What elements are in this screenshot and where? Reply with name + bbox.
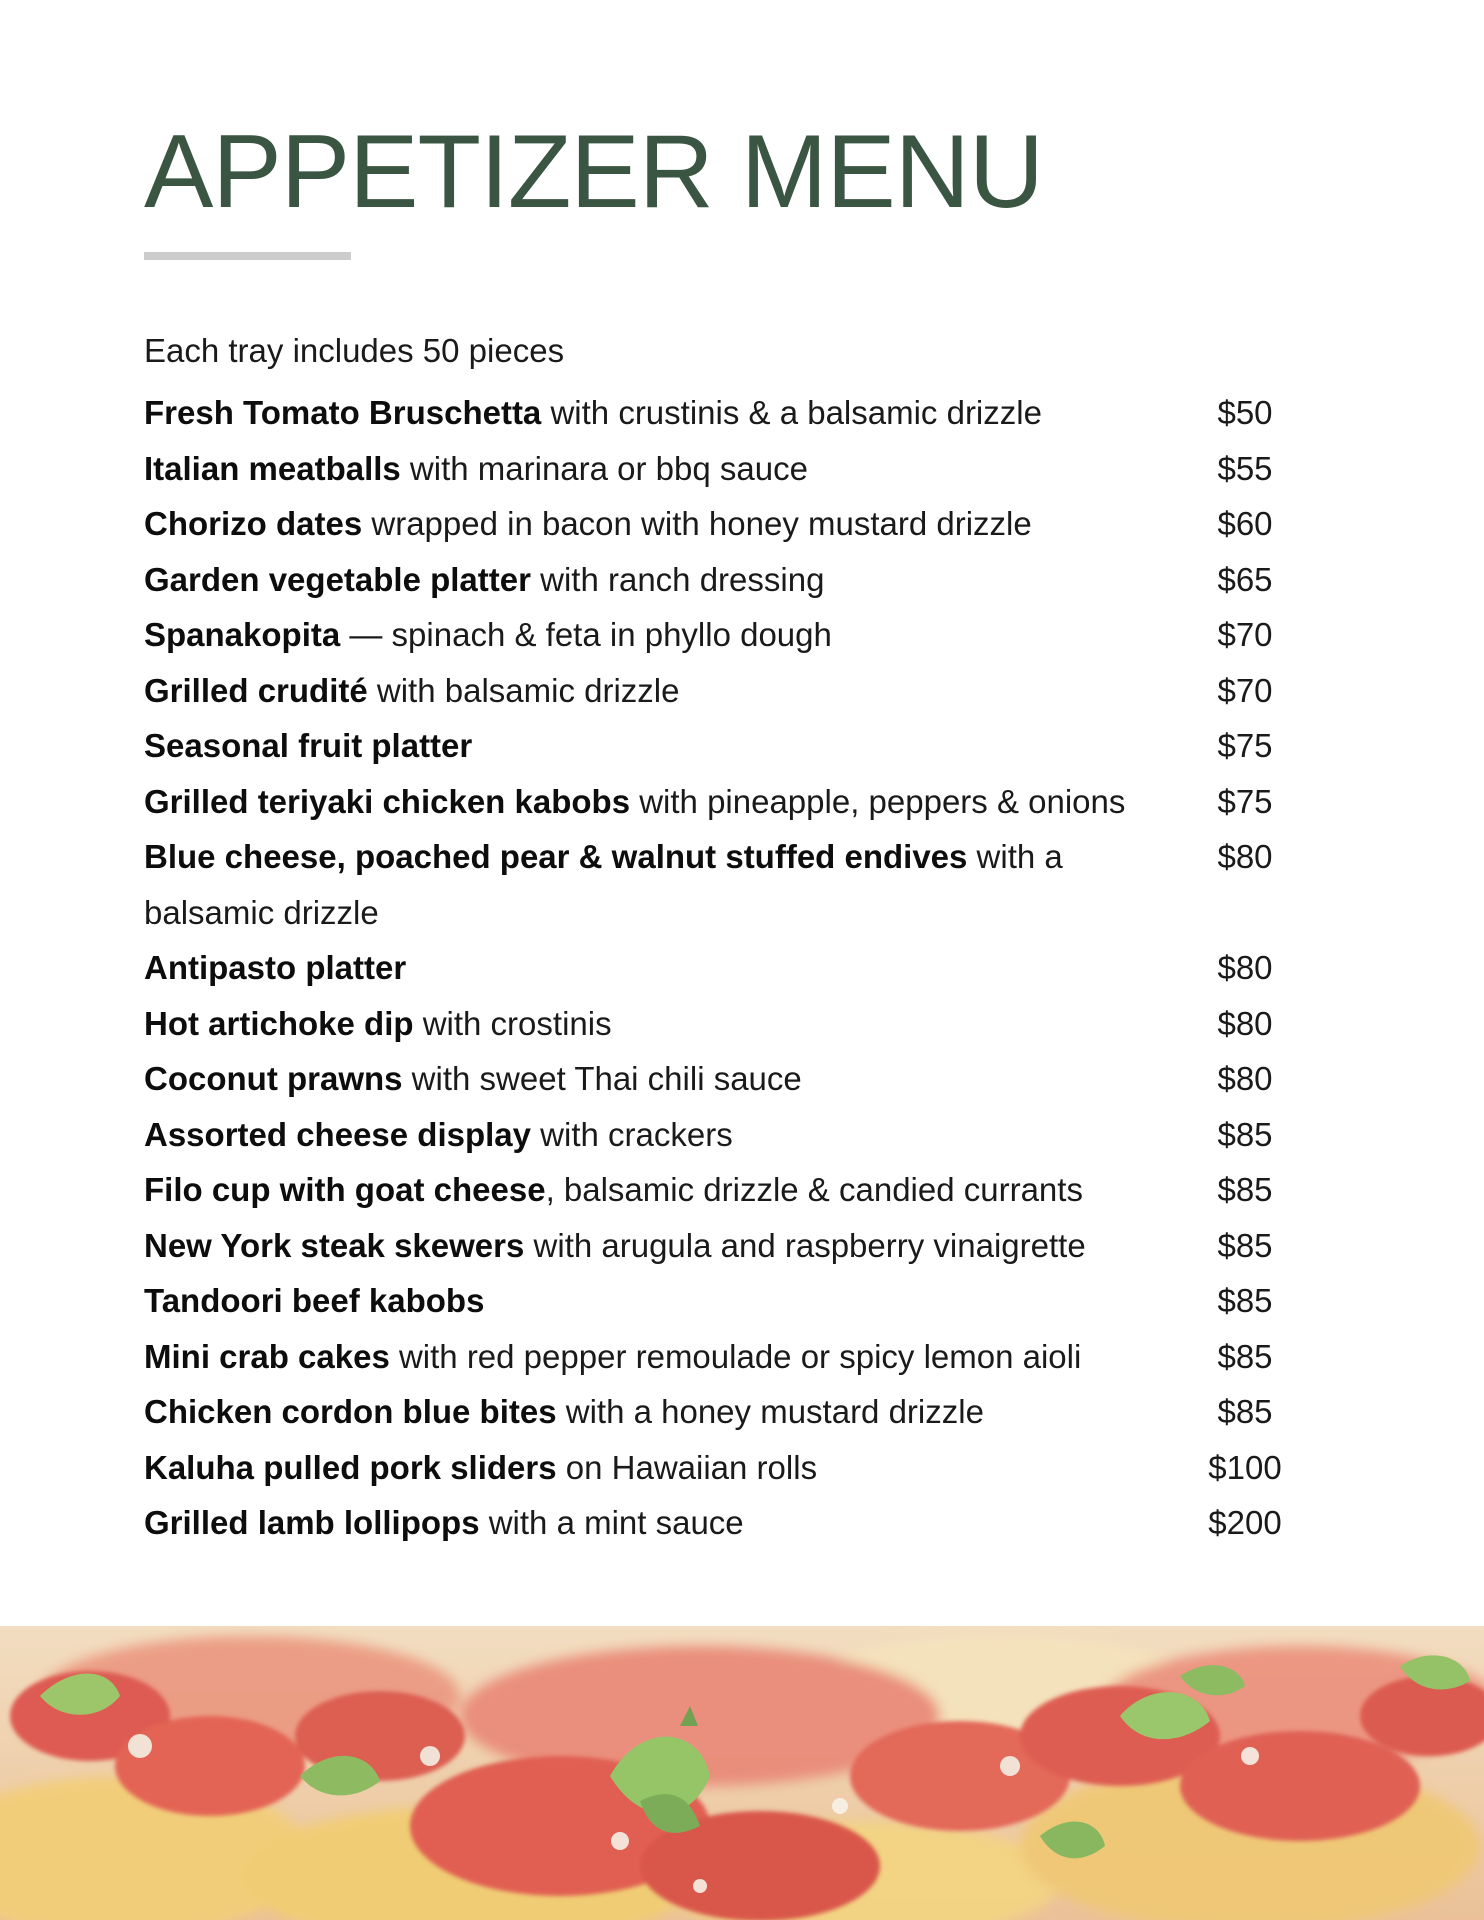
menu-list [144, 385, 1340, 1551]
item-price: $70 [1217, 616, 1273, 653]
item-name: Kaluha pulled pork sliders [144, 1448, 557, 1486]
bruschetta-photo [0, 1626, 1484, 1920]
bruschetta-illustration [0, 1626, 1484, 1920]
item-price: $85 [1217, 1282, 1273, 1319]
item-price: $80 [1217, 1060, 1273, 1097]
menu-item [144, 1107, 1340, 1163]
item-price: $85 [1217, 1226, 1273, 1264]
item-name: Grilled teriyaki chicken kabobs [144, 782, 631, 820]
item-price: $65 [1217, 560, 1273, 598]
item-description: with a balsamic drizzle [144, 838, 1063, 931]
item-name: Filo cup with goat cheese [144, 1171, 546, 1208]
menu-item [144, 385, 1340, 441]
item-description: with arugula and raspberry vinaigrette [524, 1226, 1086, 1264]
item-price: $85 [1217, 1337, 1273, 1375]
item-price: $60 [1217, 505, 1273, 542]
item-name: Hot artichoke dip [144, 1004, 414, 1042]
item-name: Blue cheese, poached pear & walnut stuffed endives [144, 838, 968, 875]
item-description: with balsamic drizzle [367, 671, 680, 709]
item-name: Spanakopita [144, 616, 341, 653]
item-description: , balsamic drizzle & candied currants [545, 1171, 1083, 1208]
item-name: Chicken cordon blue bites [144, 1393, 557, 1430]
item-name: Italian meatballs [144, 449, 401, 487]
item-name: Mini crab cakes [144, 1337, 390, 1375]
menu-item [144, 1329, 1340, 1385]
item-description: with ranch dressing [530, 560, 825, 598]
item-description: with pineapple, peppers & onions [630, 782, 1126, 820]
item-name: Grilled crudité [144, 671, 368, 709]
item-name: Antipasto platter [144, 949, 407, 986]
intro-text: Each tray includes 50 pieces [144, 332, 565, 369]
menu-item [144, 1495, 1340, 1551]
item-price: $85 [1217, 1115, 1273, 1153]
menu-item [144, 1273, 1340, 1329]
menu-item [144, 1384, 1340, 1440]
item-name: Coconut prawns [144, 1060, 403, 1097]
menu-item [144, 829, 1340, 940]
menu-item [144, 940, 1340, 996]
item-description: with crostinis [413, 1004, 612, 1042]
item-price: $80 [1217, 838, 1273, 875]
item-price: $75 [1217, 727, 1273, 764]
menu-item [144, 1051, 1340, 1107]
menu-item [144, 496, 1340, 552]
item-name: Tandoori beef kabobs [144, 1282, 485, 1319]
item-price: $100 [1208, 1448, 1282, 1486]
item-price: $80 [1217, 949, 1273, 986]
item-description: with crustinis & a balsamic drizzle [541, 394, 1042, 431]
menu-item [144, 441, 1340, 497]
item-name: Assorted cheese display [144, 1115, 532, 1153]
item-description: with crackers [531, 1115, 733, 1153]
item-description: — spinach & feta in phyllo dough [340, 616, 832, 653]
item-price: $50 [1217, 394, 1273, 431]
menu-item [144, 718, 1340, 774]
item-price: $85 [1217, 1393, 1273, 1430]
item-description: wrapped in bacon with honey mustard drizzle [362, 505, 1032, 542]
item-price: $85 [1217, 1171, 1273, 1208]
menu-item [144, 1440, 1340, 1496]
item-name: Fresh Tomato Bruschetta [144, 394, 542, 431]
item-name: Grilled lamb lollipops [144, 1504, 480, 1541]
item-price: $70 [1217, 671, 1273, 709]
item-price: $75 [1217, 782, 1273, 820]
menu-item [144, 663, 1340, 719]
menu-item [144, 1162, 1340, 1218]
item-name: New York steak skewers [144, 1226, 525, 1264]
menu-item [144, 607, 1340, 663]
menu-item [144, 552, 1340, 608]
item-description: with a mint sauce [479, 1504, 744, 1541]
item-description: with marinara or bbq sauce [400, 449, 808, 487]
menu-item [144, 1218, 1340, 1274]
item-price: $80 [1217, 1004, 1273, 1042]
item-description: with red pepper remoulade or spicy lemon aioli [389, 1337, 1082, 1375]
title-underline [144, 252, 351, 260]
item-price: $55 [1217, 449, 1273, 487]
item-description: on Hawaiian rolls [556, 1448, 818, 1486]
item-description: with a honey mustard drizzle [556, 1393, 984, 1430]
menu-item [144, 774, 1340, 830]
page-title: APPETIZER MENU [144, 114, 1043, 230]
menu-item [144, 996, 1340, 1052]
item-name: Garden vegetable platter [144, 560, 531, 598]
item-price: $200 [1208, 1504, 1282, 1541]
item-name: Chorizo dates [144, 505, 363, 542]
item-name: Seasonal fruit platter [144, 727, 473, 764]
item-description: with sweet Thai chili sauce [402, 1060, 802, 1097]
